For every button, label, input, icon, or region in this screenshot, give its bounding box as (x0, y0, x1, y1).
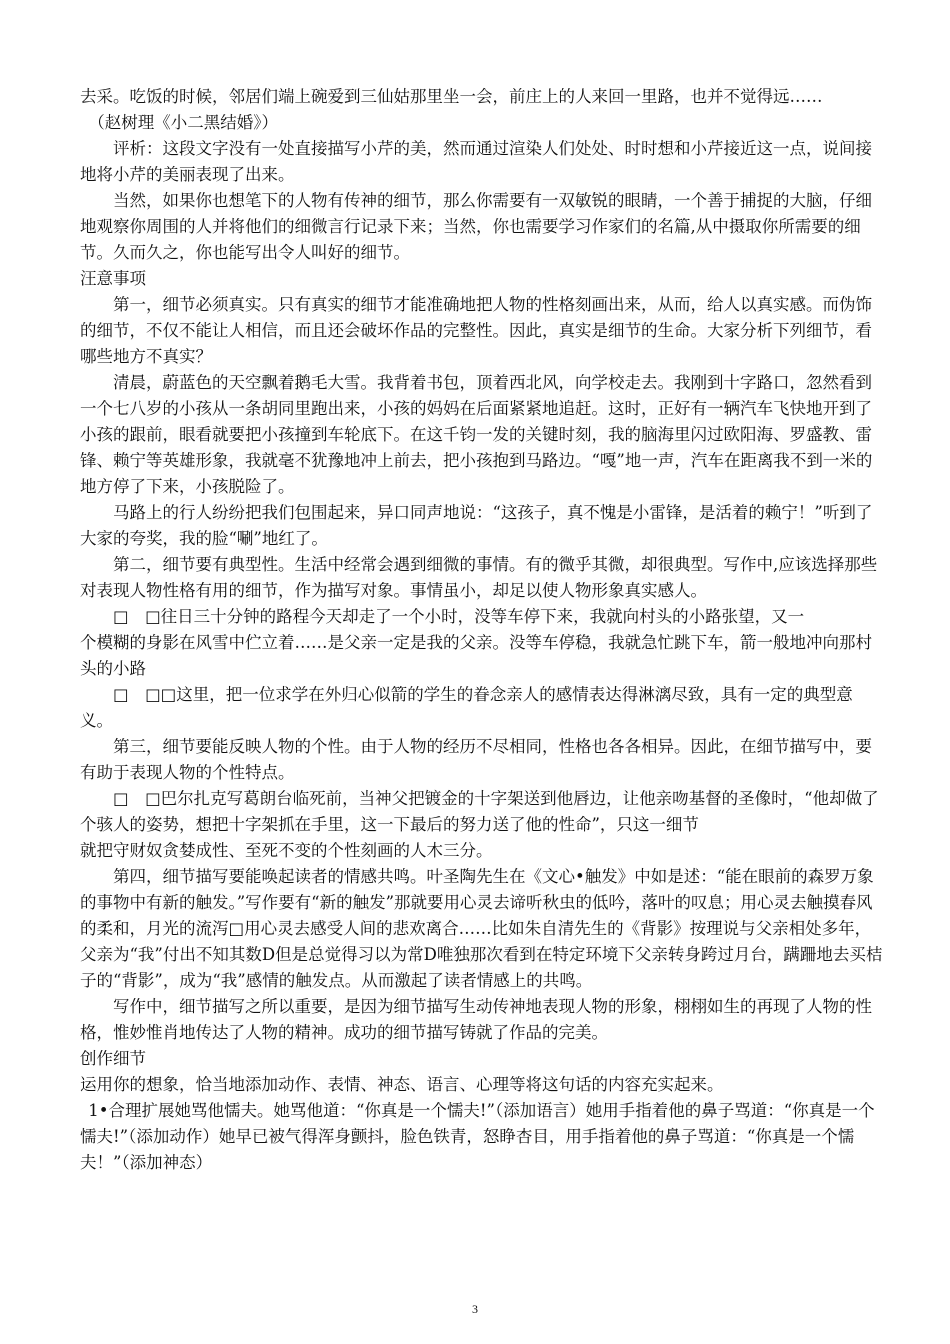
page-number: 3 (472, 1302, 478, 1316)
paragraph-example-road-a: □ □往日三十分钟的路程今天却走了一个小时，没等车停下来，我就向村头的小路张望，又一 (113, 607, 805, 626)
paragraph-summary: 写作中，细节描写之所以重要，是因为细节描写生动传神地表现人物的形象，栩栩如生的再现了人物的性格，惟妙惟肖地传达了人物的精神。成功的细节描写铸就了作品的完美。 (80, 997, 872, 1042)
paragraph-instruction: 运用你的想象，恰当地添加动作、表情、神态、语言、心理等将这句话的内容充实起来。 (80, 1075, 724, 1094)
citation-xiao-er-hei: （赵树理《小二黑结婚》） (88, 113, 278, 132)
paragraph-advice: 当然，如果你也想笔下的人物有传神的细节，那么你需要有一双敏锐的眼睛，一个善于捕捉的大脑，仔细地观察你周围的人并将他们的细微言行记录下来；当然，你也需要学习作家们的名篇,从中摄取你所需要的细节。久而久之，你也能写出令人叫好的细节。 (80, 191, 872, 262)
paragraph-point-four: 第四，细节描写要能唤起读者的情感共鸣。叶圣陶先生在《文心•触发》中如是述：“能在眼前的森罗万象的事物中有新的触发。”写作要有“新的触发”那就要用心灵去谛听秋虫的低吟，落叶的叹息；用心灵去触摸春风的柔和，月光的流泻□用心灵去感受人间的悲欢离合……比如朱自清先生的《背影》按理说与父亲相处多年，父亲为“我”付出不知其数D但是总觉得习以为常D唯独那次看到在特定环境下父亲转身跨过月台，蹒跚地去买桔子的“背影”，成为“我”感情的触发点。从而激起了读者情感上的共鸣。 (80, 867, 883, 990)
paragraph-example-grandet-a: □ □巴尔扎克写葛朗台临死前，当神父把镀金的十字架送到他唇边，让他亲吻基督的圣像时，“他却做了个骇人的姿势，想把十字架抓在手里，这一下最后的努力送了他的性命”，只这一细节 (80, 789, 879, 834)
paragraph-zhao-quote-end: 去采。吃饭的时候，邻居们端上碗爱到三仙姑那里坐一会，前庄上的人来回一里路，也并不觉得远…… (80, 87, 823, 106)
paragraph-example-road-analysis: □ □□这里，把一位求学在外归心似箭的学生的眷念亲人的感情表达得淋漓尽致，具有一定的典型意义。 (80, 685, 853, 730)
paragraph-example-crowd: 马路上的行人纷纷把我们包围起来，异口同声地说：“这孩子，真不愧是小雷锋，是活着的赖宁！”听到了大家的夸奖，我的脸“唰”地红了。 (80, 503, 873, 548)
section-heading-create: 创作细节 (80, 1049, 146, 1068)
paragraph-point-one: 第一，细节必须真实。只有真实的细节才能准确地把人物的性格刻画出来，从而，给人以真实感。而伪饰的细节，不仅不能让人相信，而且还会破坏作品的完整性。因此，真实是细节的生命。大家分析下列细节，看哪些地方不真实？ (80, 295, 872, 366)
paragraph-point-two: 第二，细节要有典型性。生活中经常会遇到细微的事情。有的微乎其微，却很典型。写作中,应该选择那些对表现人物性格有用的细节，作为描写对象。事情虽小，却足以使人物形象真实感人。 (80, 555, 878, 600)
paragraph-example-grandet-b: 就把守财奴贪婪成性、至死不变的个性刻画的人木三分。 (80, 841, 493, 860)
paragraph-commentary: 评析：这段文字没有一处直接描写小芹的美，然而通过渲染人们处处、时时想和小芹接近这一点，说间接地将小芹的美丽表现了出来。 (80, 139, 872, 184)
paragraph-example-road-b: 个模糊的身影在风雪中伫立着……是父亲一定是我的父亲。没等车停稳，我就急忙跳下车，箭一般地冲向那村头的小路 (80, 633, 872, 678)
paragraph-exercise-one: 1•合理扩展她骂他懦夫。她骂他道：“你真是一个懦夫!”（添加语言）她用手指着他的鼻子骂道：“你真是一个懦夫!”（添加动作）她早已被气得浑身颤抖，脸色铁青，怒睁杏目，用手指着他的鼻子骂道：“你真是一个懦夫！”（添加神态） (80, 1101, 875, 1172)
section-heading-notes: 汪意事项 (80, 269, 146, 288)
paragraph-point-three: 第三，细节要能反映人物的个性。由于人物的经历不尽相同，性格也各各相异。因此，在细节描写中，要有助于表现人物的个性特点。 (80, 737, 872, 782)
paragraph-example-morning: 清晨，蔚蓝色的天空飘着鹅毛大雪。我背着书包，顶着西北风，向学校走去。我刚到十字路口，忽然看到一个七八岁的小孩从一条胡同里跑出来，小孩的妈妈在后面紧紧地追赶。这时，正好有一辆汽车飞快地开到了小孩的跟前，眼看就要把小孩撞到车轮底下。在这千钧一发的关键时刻，我的脑海里闪过欧阳海、罗盛教、雷锋、赖宁等英雄形象，我就毫不犹豫地冲上前去，把小孩抱到马路边。“嘎”地一声，汽车在距离我不到一米的地方停了下来，小孩脱险了。 (80, 373, 873, 496)
document-body (80, 84, 884, 1176)
